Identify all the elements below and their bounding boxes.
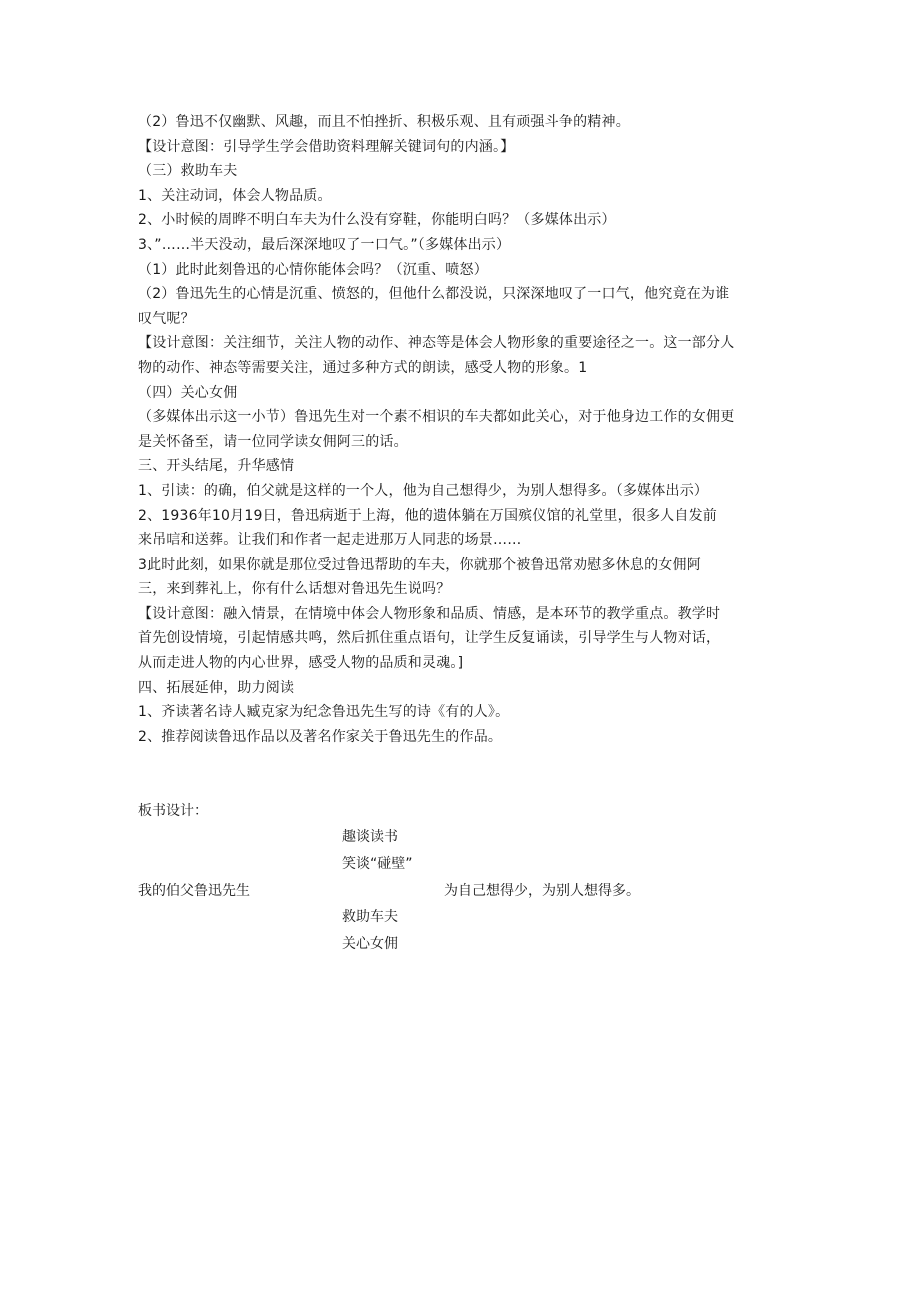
text-line: 【设计意图：引导学生学会借助资料理解关键词句的内涵。】: [138, 138, 515, 155]
text-line: （多媒体出示这一小节）鲁迅先生对一个素不相识的车夫都如此关心，对于他身边工作的女佣更: [138, 409, 735, 426]
text-line: 叹气呢？: [138, 310, 195, 327]
section-heading: 四、拓展延伸，助力阅读: [138, 679, 295, 696]
text-line: 首先创设情境，引起情感共鸣，然后抓住重点语句，让学生反复诵读，引导学生与人物对话，: [138, 630, 721, 647]
board-title: 我的伯父鲁迅先生: [138, 883, 250, 899]
section-heading: 三、开头结尾，升华感情: [138, 458, 295, 475]
board-item: 趣谈读书: [342, 829, 398, 845]
text-line: 是关怀备至，请一位同学读女佣阿三的话。: [138, 433, 408, 450]
board-item: 笑谈“碰壁”: [342, 856, 413, 872]
text-line: 从而走进人物的内心世界，感受人物的品质和灵魂。]: [138, 655, 464, 672]
board-item: 关心女佣: [342, 936, 398, 952]
text-line: （2）鲁迅先生的心情是沉重、愤怒的，但他什么都没说，只深深地叹了一口气，他究竟在为谁: [138, 286, 730, 303]
section-heading: （三）救助车夫: [138, 163, 238, 180]
text-line: 1、关注动词，体会人物品质。: [138, 187, 332, 204]
text-line: （1）此时此刻鲁迅的心情你能体会吗？（沉重、喷怒）: [138, 261, 488, 278]
board-summary: 为自己想得少，为别人想得多。: [444, 883, 640, 899]
text-line: （2）鲁迅不仅幽默、风趣，而且不怕挫折、积极乐观、且有顽强斗争的精神。: [138, 114, 630, 130]
board-item: 救助车夫: [342, 909, 398, 925]
section-heading: （四）关心女佣: [138, 384, 238, 401]
text-line: 来吊唁和送葬。让我们和作者一起走进那万人同悲的场景……: [138, 532, 522, 549]
text-line: 1、引读：的确，伯父就是这样的一个人，他为自己想得少，为别人想得多。（多媒体出示）: [138, 482, 709, 499]
text-line: 1、齐读著名诗人臧克家为纪念鲁迅先生写的诗《有的人》。: [138, 704, 510, 721]
text-line: 2、推荐阅读鲁迅作品以及著名作家关于鲁迅先生的作品。: [138, 728, 503, 745]
text-line: 3此时此刻，如果你就是那位受过鲁迅帮助的车夫，你就那个被鲁迅常劝慰多休息的女佣阿: [138, 556, 701, 573]
text-line: 【设计意图：关注细节，关注人物的动作、神态等是体会人物形象的重要途径之一。这一部分人: [138, 335, 735, 352]
text-line: 物的动作、神态等需要关注，通过多种方式的朗读，感受人物的形象。1: [138, 359, 588, 376]
text-line: 2、小时候的周晔不明白车夫为什么没有穿鞋，你能明白吗？（多媒体出示）: [138, 212, 616, 229]
board-heading: 板书设计：: [138, 803, 208, 819]
text-line: 2、1936年10月19日，鲁迅病逝于上海，他的遗体躺在万国殡仪馆的礼堂里，很多人自发前: [138, 507, 717, 524]
text-line: 三，来到葬礼上，你有什么话想对鲁迅先生说吗？: [138, 581, 451, 598]
text-line: 3、”……半天没动，最后深深地叹了一口气。”（多媒体出示）: [138, 236, 511, 253]
text-line: 【设计意图：融入情景，在情境中体会人物形象和品质、情感，是本环节的教学重点。教学时: [138, 605, 721, 622]
